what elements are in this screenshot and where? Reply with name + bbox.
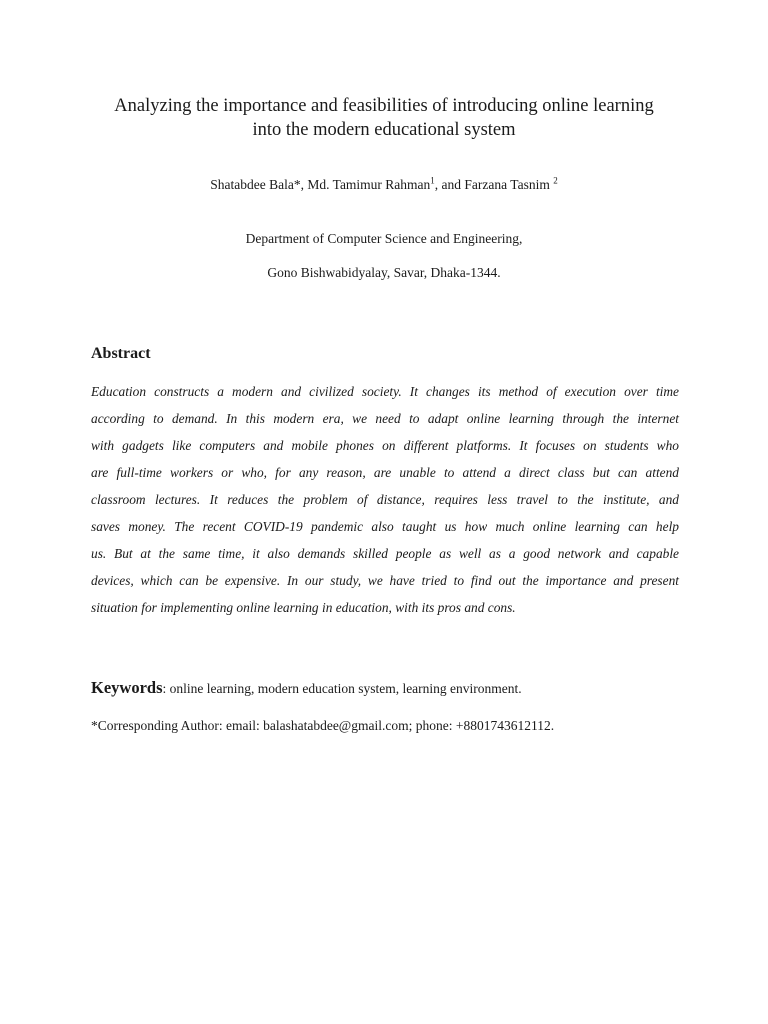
paper-title	[60, 94, 708, 142]
abstract-heading: Abstract	[91, 345, 151, 362]
affiliation-address: Gono Bishwabidyalay, Savar, Dhaka-1344.	[267, 265, 501, 280]
author-2: Md. Tamimur Rahman	[307, 177, 431, 192]
author-2-affiliation-mark: 1	[430, 175, 435, 186]
abstract-line: according to demand. In this modern era, we need to adapt online learning through the internet	[91, 411, 679, 426]
author-separator: ,	[300, 177, 308, 192]
corresponding-author: *Corresponding Author: email: balashatabdee@gmail.com; phone: +8801743612112.	[91, 718, 555, 733]
title-line-2: into the modern educational system	[252, 120, 516, 140]
abstract-line: classroom lectures. It reduces the problem of distance, requires less travel to the institute, and	[91, 492, 679, 507]
author-separator: , and	[434, 177, 465, 192]
title-line-1: Analyzing the importance and feasibilities of introducing online learning	[114, 96, 654, 116]
author-3-affiliation-mark: 2	[553, 175, 558, 186]
abstract-line: are full-time workers or who, for any reason, are unable to attend a direct class but can attend	[91, 465, 679, 480]
abstract-line: saves money. The recent COVID-19 pandemic also taught us how much online learning can help	[91, 519, 679, 534]
author-1: Shatabdee Bala*	[210, 177, 301, 192]
abstract-line: Education constructs a modern and civilized society. It changes its method of execution over time	[91, 384, 679, 399]
author-list	[0, 176, 768, 194]
abstract-body	[91, 378, 679, 621]
author-3: Farzana Tasnim	[464, 177, 554, 192]
abstract-line: devices, which can be expensive. In our study, we have tried to find out the importance and present	[91, 573, 679, 588]
keywords-label: Keywords	[91, 678, 163, 697]
abstract-line: us. But at the same time, it also demands skilled people as well as a good network and capable	[91, 546, 679, 561]
abstract-line: situation for implementing online learning in education, with its pros and cons.	[91, 600, 516, 615]
abstract-line: with gadgets like computers and mobile phones on different platforms. It focuses on students who	[91, 438, 679, 453]
affiliation-department: Department of Computer Science and Engineering,	[245, 231, 523, 246]
keywords	[91, 677, 522, 700]
keywords-text: : online learning, modern education system, learning environment.	[162, 681, 522, 696]
